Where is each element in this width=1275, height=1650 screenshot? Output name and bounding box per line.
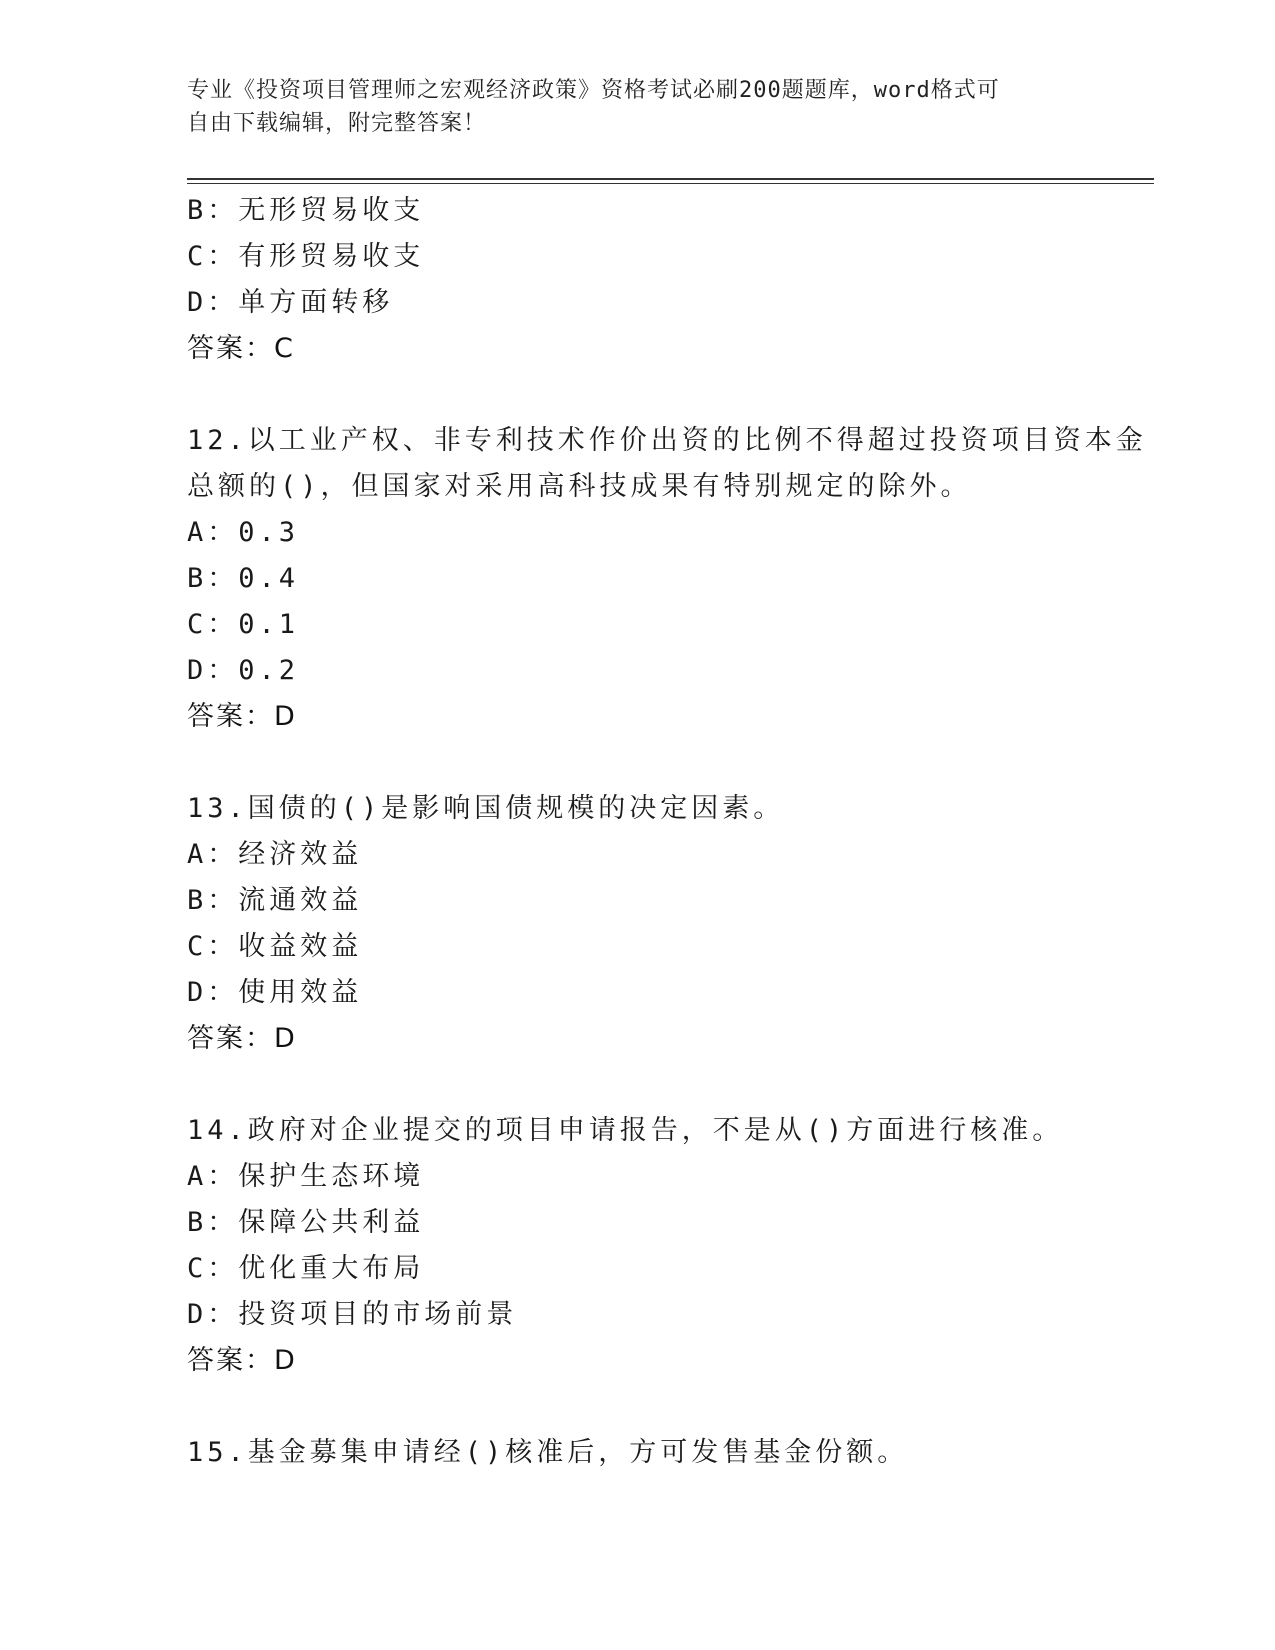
option-d: D：0.2 — [187, 655, 300, 686]
answer: 答案：D — [187, 1023, 297, 1054]
option-c: C：优化重大布局 — [187, 1253, 425, 1284]
question-12 — [187, 418, 1147, 740]
option-b: B：0.4 — [187, 563, 300, 594]
question-stem: 13.国债的()是影响国债规模的决定因素。 — [187, 793, 785, 824]
option-d: D：投资项目的市场前景 — [187, 1299, 518, 1330]
question-list — [187, 188, 1147, 1476]
answer: 答案：C — [187, 333, 295, 364]
header-title-line-2: 自由下载编辑，附完整答案！ — [187, 111, 487, 136]
question-14 — [187, 1108, 1087, 1384]
header-divider-thin — [187, 183, 1154, 184]
option-c: C：有形贸易收支 — [187, 241, 425, 272]
option-a: A：经济效益 — [187, 839, 363, 870]
option-b: B：无形贸易收支 — [187, 195, 425, 226]
option-a: A：保护生态环境 — [187, 1161, 425, 1192]
option-b: B：保障公共利益 — [187, 1207, 425, 1238]
question-stem-line-2: 总额的()，但国家对采用高科技成果有特别规定的除外。 — [187, 471, 972, 502]
option-d: D：单方面转移 — [187, 287, 394, 318]
option-b: B：流通效益 — [187, 885, 363, 916]
question-stem-line-1: 12.以工业产权、非专利技术作价出资的比例不得超过投资项目资本金 — [187, 425, 1147, 456]
option-c: C：收益效益 — [187, 931, 363, 962]
question-15 — [187, 1430, 1087, 1476]
answer: 答案：D — [187, 701, 297, 732]
spacer — [187, 1384, 1087, 1430]
header-title-line-1: 专业《投资项目管理师之宏观经济政策》资格考试必刷200题题库，word格式可 — [187, 78, 1000, 103]
option-c: C：0.1 — [187, 609, 300, 640]
spacer — [187, 1062, 1087, 1108]
document-header — [187, 74, 1067, 140]
question-11-tail — [187, 188, 1087, 372]
spacer — [187, 740, 1087, 786]
question-13 — [187, 786, 1087, 1062]
question-stem: 15.基金募集申请经()核准后，方可发售基金份额。 — [187, 1437, 909, 1468]
answer: 答案：D — [187, 1345, 297, 1376]
option-d: D：使用效益 — [187, 977, 363, 1008]
spacer — [187, 372, 1087, 418]
option-a: A：0.3 — [187, 517, 300, 548]
question-stem: 14.政府对企业提交的项目申请报告，不是从()方面进行核准。 — [187, 1115, 1064, 1146]
header-divider-thick — [187, 178, 1154, 180]
